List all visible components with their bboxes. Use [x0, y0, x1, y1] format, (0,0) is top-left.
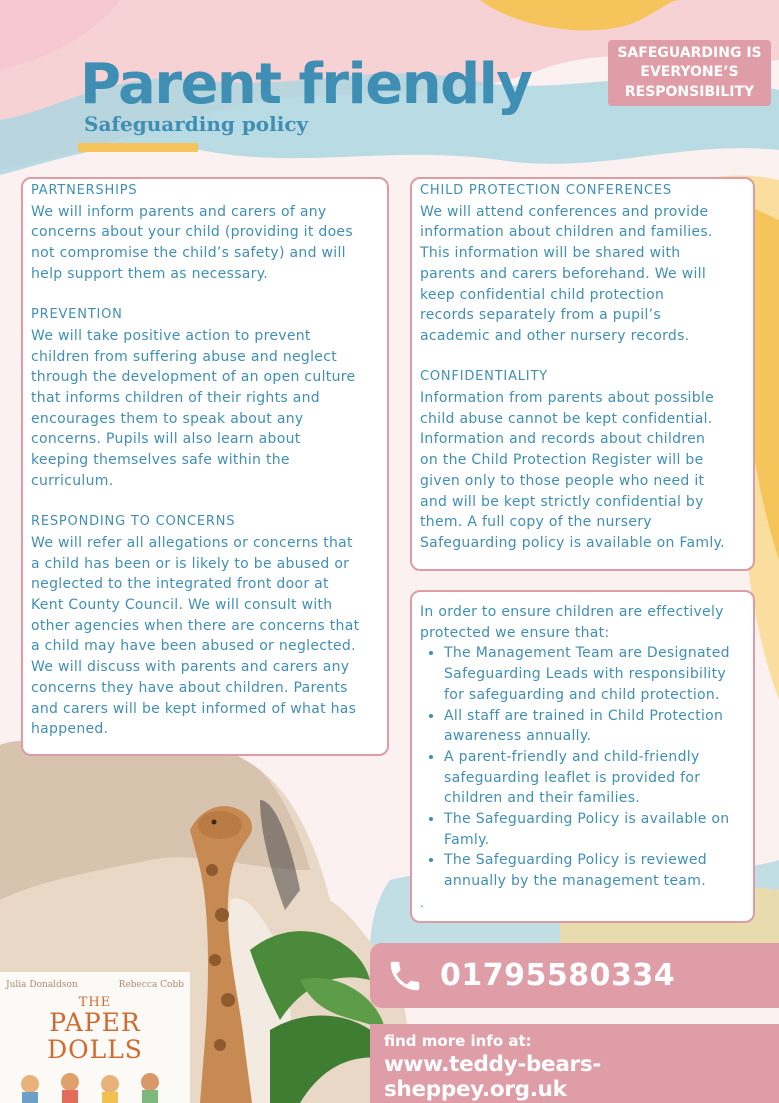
phone-icon	[386, 957, 424, 995]
phone-number[interactable]: 01795580334	[440, 958, 676, 993]
conferences-line: This information will be shared with	[420, 245, 681, 262]
conferences-line: academic and other nursery records.	[420, 327, 690, 344]
list-item-line: Famly.	[444, 831, 490, 848]
page-title: Parent friendly	[80, 52, 532, 117]
prevention-line: that informs children of their rights and	[31, 390, 320, 407]
responding-line: Kent County Council. We will consult with	[31, 597, 333, 614]
info-label: find more info at:	[384, 1032, 532, 1050]
book-author-2: Rebecca Cobb	[118, 980, 184, 990]
confidentiality-line: Information from parents about possible	[420, 390, 715, 407]
book-author-1: Julia Donaldson	[6, 980, 78, 990]
list-item-line: children and their families.	[444, 790, 641, 807]
conferences-heading: CHILD PROTECTION CONFERENCES	[420, 183, 672, 198]
list-item-line: • The Management Team are Designated	[444, 645, 730, 662]
badge-line-3: RESPONSIBILITY	[624, 83, 755, 100]
list-item-line: awareness annually.	[444, 728, 592, 745]
partnerships-heading: PARTNERSHIPS	[31, 183, 138, 198]
partnerships-line: help support them as necessary.	[31, 265, 269, 282]
policy-box-right-top	[410, 177, 755, 571]
conferences-line: records separately from a pupil’s	[420, 307, 662, 324]
book-title-line-2: DOLLS	[47, 1035, 143, 1064]
prevention-line: through the development of an open culture	[31, 369, 356, 386]
list-item-line: annually by the management team.	[444, 873, 706, 890]
list-item-line: Safeguarding Leads with responsibility	[444, 666, 726, 683]
book-authors	[6, 980, 184, 990]
conferences-line: We will attend conferences and provide	[420, 203, 709, 220]
book-title-prefix: THE	[78, 995, 112, 1010]
website-banner	[370, 1024, 779, 1103]
confidentiality-line: and will be kept strictly confidential by	[420, 493, 704, 510]
trailing-dot: .	[420, 895, 425, 910]
conferences-line: information about children and families.	[420, 224, 713, 241]
confidentiality-line: them. A full copy of the nursery	[420, 514, 652, 531]
book-cover	[0, 972, 190, 1103]
list-item	[444, 850, 745, 891]
badge-line-1: SAFEGUARDING IS	[617, 44, 762, 61]
responding-line: and carers will be kept informed of what has	[31, 700, 357, 717]
responding-heading: RESPONDING TO CONCERNS	[31, 514, 236, 530]
confidentiality-line: child abuse cannot be kept confidential.	[420, 410, 713, 427]
responding-line: happened.	[31, 721, 109, 738]
responding-line: a child has been or is likely to be abused or	[31, 555, 350, 572]
prevention-line: keeping themselves safe within the	[31, 452, 290, 469]
ensure-list	[420, 643, 745, 891]
prevention-heading: PREVENTION	[31, 307, 123, 323]
website-link[interactable]: www.teddy-bears-sheppey.org.uk	[384, 1052, 601, 1102]
conferences-line: parents and carers beforehand. We will	[420, 265, 707, 282]
responding-line: We will refer all allegations or concerns that	[31, 534, 353, 551]
badge-line-2: EVERYONE’S	[640, 64, 739, 81]
prevention-line: concerns. Pupils will also learn about	[31, 431, 301, 448]
list-item-line: safeguarding leaflet is provided for	[444, 769, 701, 786]
list-item-line: • The Safeguarding Policy is available on	[444, 811, 730, 828]
title-underline	[78, 143, 198, 152]
partnerships-line: concerns about your child (providing it does	[31, 224, 353, 241]
list-item	[444, 809, 745, 850]
confidentiality-line: given only to those people who need it	[420, 472, 705, 489]
confidentiality-heading: CONFIDENTIALITY	[420, 369, 548, 385]
ensure-intro-line: protected we ensure that:	[420, 624, 610, 641]
book-illustration	[0, 1064, 190, 1103]
list-item-line: for safeguarding and child protection.	[444, 686, 720, 703]
list-item-line: • A parent-friendly and child-friendly	[444, 748, 700, 765]
list-item	[444, 643, 745, 705]
phone-banner	[370, 943, 779, 1008]
ensure-intro-line: In order to ensure children are effectively	[420, 604, 724, 620]
confidentiality-line: Safeguarding policy is available on Famly.	[420, 534, 725, 551]
policy-box-left	[21, 177, 389, 756]
policy-box-right-bottom	[410, 590, 755, 923]
partnerships-line: not compromise the child’s safety) and will	[31, 245, 346, 262]
prevention-line: children from suffering abuse and neglect	[31, 348, 337, 365]
confidentiality-line: Information and records about children	[420, 431, 706, 448]
book-title	[0, 1009, 190, 1063]
page-subtitle: Safeguarding policy	[84, 112, 309, 136]
list-item-line: • The Safeguarding Policy is reviewed	[444, 852, 707, 869]
confidentiality-line: on the Child Protection Register will be	[420, 452, 704, 469]
list-item	[444, 747, 745, 809]
responding-line: We will discuss with parents and carers any	[31, 659, 350, 676]
responding-line: a child may have been abused or neglected.	[31, 638, 356, 655]
list-item-line: • All staff are trained in Child Protection	[444, 707, 724, 724]
responsibility-badge	[608, 40, 771, 106]
list-item	[444, 706, 745, 747]
prevention-line: curriculum.	[31, 472, 114, 489]
responding-line: concerns they have about children. Parents	[31, 679, 348, 696]
prevention-line: We will take positive action to prevent	[31, 327, 311, 344]
partnerships-line: We will inform parents and carers of any	[31, 203, 327, 220]
responding-line: other agencies when there are concerns that	[31, 617, 360, 634]
prevention-line: encourages them to speak about any	[31, 410, 304, 427]
responding-line: neglected to the integrated front door at	[31, 576, 329, 593]
book-title-line-1: PAPER	[49, 1008, 141, 1037]
conferences-line: keep confidential child protection	[420, 286, 665, 303]
